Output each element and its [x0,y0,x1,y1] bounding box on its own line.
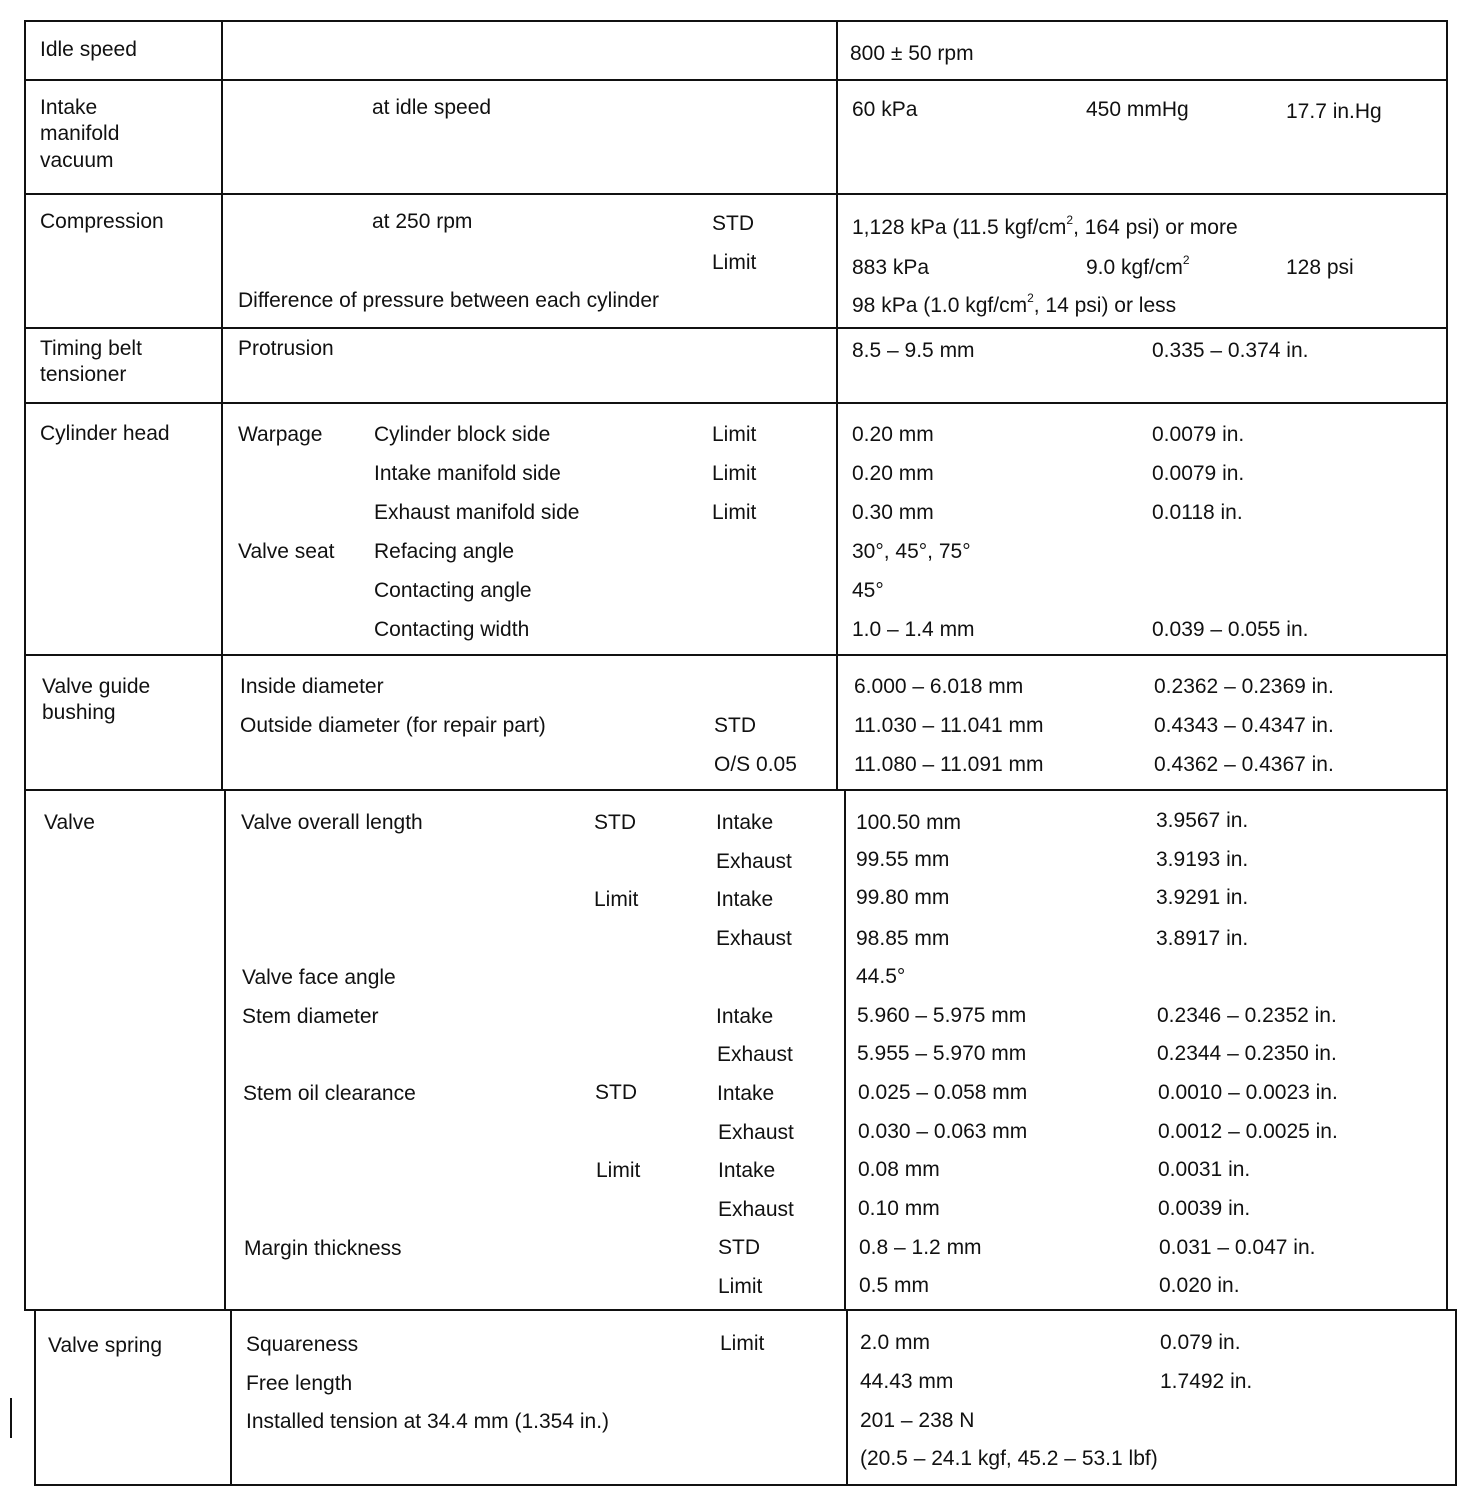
grid-line [24,327,1448,329]
metric-value: 1.0 – 1.4 mm [852,618,975,641]
sub-label: STD [595,1081,637,1104]
inch-value: 0.0012 – 0.0025 in. [1158,1120,1338,1143]
compression-diff-value: 98 kPa (1.0 kgf/$cm^2$, 14 psi) or less [852,291,1177,317]
spec-label: Exhaust [716,850,792,873]
metric-value: 6.000 – 6.018 mm [854,675,1024,698]
item-label: Margin thickness [244,1237,402,1260]
sub-label: Limit [594,888,639,911]
metric-value: 45° [852,579,884,602]
inch-value: 0.020 in. [1159,1274,1240,1297]
spec-label: Limit [720,1332,765,1355]
metric-value: 11.080 – 11.091 mm [854,753,1044,776]
grid-line [24,789,1448,791]
superscript: 2 [1027,291,1034,305]
condition: at idle speed [372,96,492,119]
inch-value: 0.2344 – 0.2350 in. [1157,1042,1337,1065]
grid-line [836,20,838,790]
spec-label: Limit [718,1275,763,1298]
grid-line [844,790,846,1310]
superscript: 2 [1182,253,1190,267]
metric-value: 11.030 – 11.041 mm [854,714,1044,737]
item-label: Outside diameter (for repair part) [240,714,546,737]
inch-value: 0.0031 in. [1158,1158,1251,1181]
grid-line [1446,20,1448,1310]
item-label: Stem diameter [242,1005,379,1028]
category-line: bushing [42,701,116,725]
metric-value: 99.80 mm [856,886,950,909]
spec-label: Limit [712,462,757,485]
metric-value: 0.20 mm [852,423,934,446]
spec-label: Intake [716,888,774,911]
metric-value: 8.5 – 9.5 mm [852,339,975,362]
item-label: Inside diameter [240,675,384,698]
inch-value: 0.4343 – 0.4347 in. [1154,714,1334,737]
compression-limit-kpa: 883 kPa [852,256,930,279]
category-valve-spring: Valve spring [48,1334,163,1357]
metric-value: 44.5° [856,965,906,988]
metric-value: 0.025 – 0.058 mm [858,1081,1028,1104]
category-idle-speed: Idle speed [40,38,137,61]
category-valve-guide-bushing [42,674,150,727]
spec-label: Intake [717,1082,775,1105]
metric-value: 0.30 mm [852,501,934,524]
inch-value: 0.0118 in. [1152,501,1243,524]
category-valve: Valve [44,811,95,834]
category-line: vacuum [40,148,114,172]
metric-value: 0.030 – 0.063 mm [858,1120,1028,1143]
item-label: Refacing angle [374,540,515,563]
grid-line [34,1310,36,1486]
inch-value: 0.039 – 0.055 in. [1152,618,1309,641]
spec-label: STD [712,212,754,235]
spec-label: Exhaust [718,1121,794,1144]
group-label: Valve seat [238,540,335,563]
spec-label: STD [718,1236,760,1259]
inch-value: 0.2346 – 0.2352 in. [1157,1004,1337,1027]
inch-value: 3.9291 in. [1156,886,1249,909]
inch-value: 0.031 – 0.047 in. [1159,1236,1316,1259]
spec-label: Intake [716,1005,774,1028]
spec-label: Limit [712,251,757,274]
metric-value: 0.5 mm [859,1274,930,1297]
metric-value: 99.55 mm [856,848,950,871]
spec-label: Exhaust [716,927,792,950]
item-label: Stem oil clearance [243,1082,416,1105]
compression-limit-kgf: 9.0 kgf/$cm^2$ [1086,253,1190,279]
grid-line [230,1310,232,1486]
metric-value: 201 – 238 N [860,1409,975,1432]
vacuum-mmhg: 450 mmHg [1086,98,1189,121]
grid-line [24,193,1448,195]
inch-value: 0.0039 in. [1158,1197,1251,1220]
metric-value: 100.50 mm [856,811,962,834]
category-intake-manifold-vacuum [40,95,119,174]
item-label: Cylinder block side [374,423,551,446]
spec-label: Limit [712,501,757,524]
metric-value: 5.955 – 5.970 mm [857,1042,1027,1065]
item-label: Contacting angle [374,579,532,602]
item-label: Contacting width [374,618,530,641]
inch-value: 0.0079 in. [1152,462,1245,485]
inch-value: 3.9567 in. [1156,809,1249,832]
inch-value: 0.0010 – 0.0023 in. [1158,1081,1338,1104]
sub-label: STD [594,811,636,834]
grid-line [24,79,1448,81]
metric-value: (20.5 – 24.1 kgf, 45.2 – 53.1 lbf) [860,1447,1158,1470]
idle-speed-value: 800 ± 50 rpm [850,42,974,65]
grid-line [24,1309,1457,1311]
spec-label: Intake [716,811,774,834]
spec-label: Exhaust [718,1198,794,1221]
category-line: tensioner [40,363,127,387]
item-label: Valve overall length [241,811,423,834]
grid-line [24,20,26,1310]
group-label: Warpage [238,423,323,446]
metric-value: 0.08 mm [858,1158,940,1181]
metric-value: 0.20 mm [852,462,934,485]
category-line: Intake [40,96,98,119]
metric-value: 30°, 45°, 75° [852,540,971,563]
spec-label: O/S 0.05 [714,753,797,776]
inch-value: 3.8917 in. [1156,927,1249,950]
metric-value: 44.43 mm [860,1370,954,1393]
inch-value: 3.9193 in. [1156,848,1249,871]
metric-value: 2.0 mm [860,1331,931,1354]
metric-value: 5.960 – 5.975 mm [857,1004,1027,1027]
vacuum-inhg: 17.7 in.Hg [1286,100,1382,123]
category-line: Valve guide [42,675,151,698]
category-timing-belt-tensioner [40,336,142,389]
vacuum-kpa: 60 kPa [852,98,918,121]
inch-value: 0.0079 in. [1152,423,1245,446]
grid-line [846,1310,848,1486]
item-label: Intake manifold side [374,462,561,485]
grid-line [224,790,226,1310]
scan-mark [10,1398,12,1438]
grid-line [1455,1310,1457,1486]
grid-line [24,402,1448,404]
category-cylinder-head: Cylinder head [40,422,170,445]
metric-value: 98.85 mm [856,927,950,950]
superscript: 2 [1066,213,1074,227]
grid-line [221,20,223,790]
item-label: Free length [246,1372,353,1395]
spec-label: Limit [712,423,757,446]
inch-value: 0.335 – 0.374 in. [1152,339,1309,362]
sub-label: Limit [596,1159,641,1182]
inch-value: 0.2362 – 0.2369 in. [1154,675,1334,698]
grid-line [24,654,1448,656]
grid-line [24,20,1448,22]
category-line: Timing belt [40,337,142,360]
spec-label: Exhaust [717,1043,793,1066]
item-label: Exhaust manifold side [374,501,580,524]
spec-label: Intake [718,1159,776,1182]
compression-std-value: 1,128 kPa (11.5 kgf/$cm^2$, 164 psi) or more [852,213,1238,239]
inch-value: 0.4362 – 0.4367 in. [1154,753,1334,776]
item-label: Valve face angle [242,966,396,989]
category-line: manifold [40,122,120,146]
item-label: Installed tension at 34.4 mm (1.354 in.) [246,1410,610,1433]
grid-line [34,1484,1457,1486]
inch-value: 1.7492 in. [1160,1370,1253,1393]
metric-value: 0.8 – 1.2 mm [859,1236,982,1259]
category-compression: Compression [40,210,164,233]
condition: at 250 rpm [372,210,473,233]
inch-value: 0.079 in. [1160,1331,1241,1354]
metric-value: 0.10 mm [858,1197,940,1220]
compression-limit-psi: 128 psi [1286,256,1354,279]
item-label: Difference of pressure between each cylinder [238,289,660,312]
item-label: Squareness [246,1333,359,1356]
item-label: Protrusion [238,337,334,360]
spec-label: STD [714,714,756,737]
